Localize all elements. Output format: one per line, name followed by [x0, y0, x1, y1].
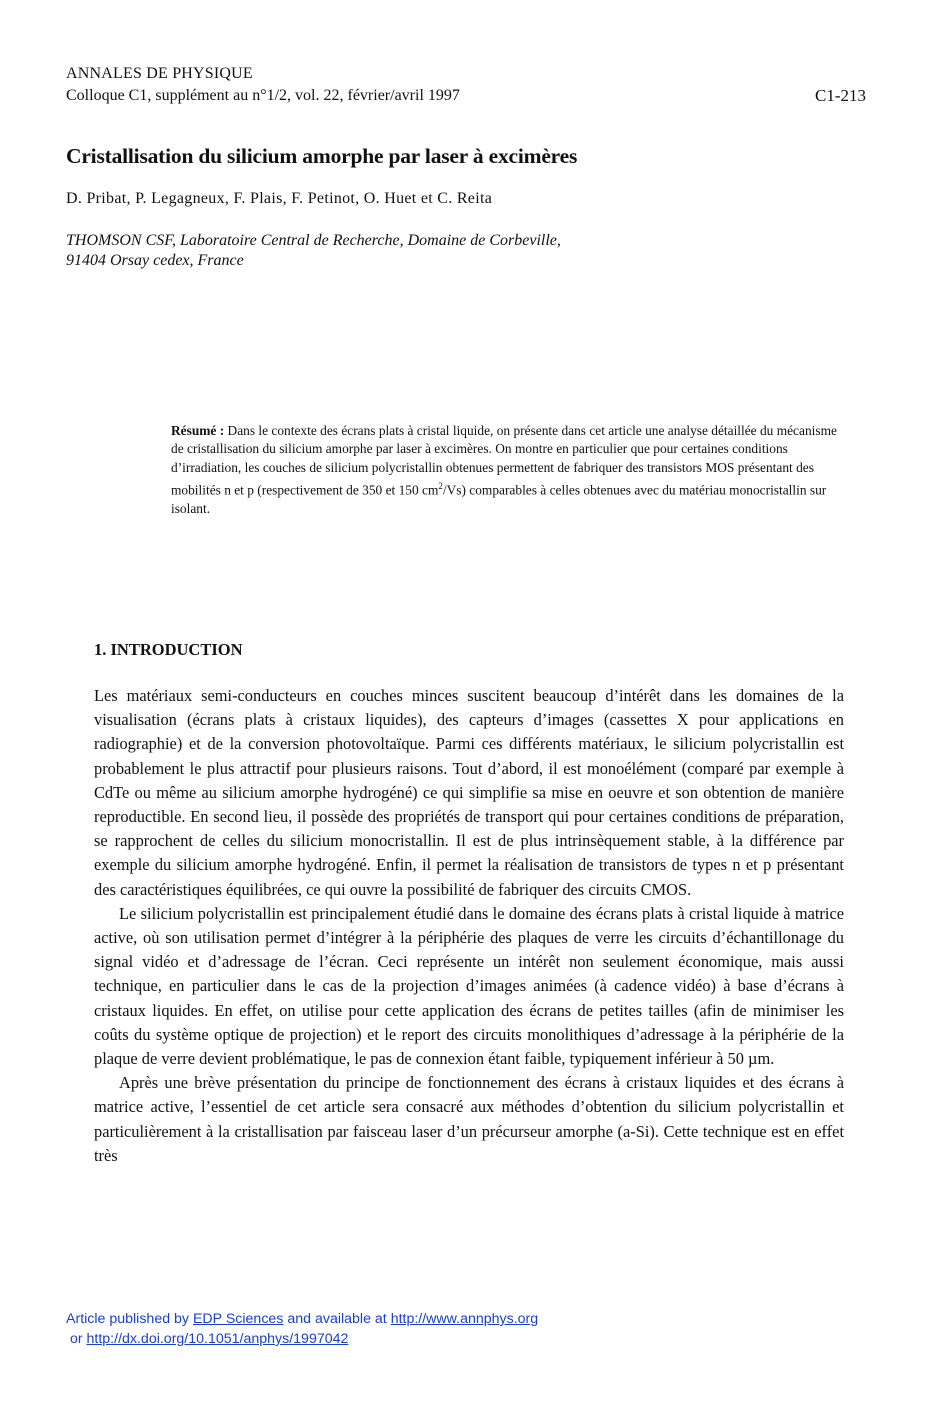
footer-text-3: or: [69, 1331, 87, 1347]
footer-line-1: [66, 1309, 538, 1329]
footer-line-2: [66, 1329, 538, 1349]
paragraph-1: Les matériaux semi-conducteurs en couches minces suscitent beaucoup d’intérêt dans les domaines de la visualisation (écrans plats à cristaux liquides), des capteurs d’images (cassettes X pour applications en radiographie) et de la conversion photovoltaïque. Parmi ces différents matériaux, le silicium polycristallin est probablement le plus attractif pour plusieurs raisons. Tout d’abord, il est monoélément (comparé par exemple à CdTe ou même au silicium amorphe hydrogéné) ce qui simplifie sa mise en oeuvre et son obtention de manière reproductible. En second lieu, il possède des propriétés de transport qui pour certaines conditions de préparation, se rapprochent de celles du silicium monocristallin. Il est de plus intrinsèquement stable, à la différence par exemple du silicium amorphe hydrogéné. Enfin, il permet la réalisation de transistors de types n et p présentant des caractéristiques équilibrées, ce qui ouvre la possibilité de fabriquer des circuits CMOS.: [94, 686, 844, 899]
abstract-superscript: 2: [438, 480, 443, 491]
paper-title: Cristallisation du silicium amorphe par laser à excimères: [66, 144, 578, 168]
colloque-row: [66, 85, 866, 107]
body-text: [94, 684, 844, 1168]
paragraph-3: Après une brève présentation du principe de fonctionnement des écrans à cristaux liquides et des écrans à matrice active, l’essentiel de cet article sera consacré aux méthodes d’obtention du silicium polycristallin et particulièrement à la cristallisation par faisceau laser d’un précurseur amorphe (a-Si). Cette technique est en effet très: [94, 1073, 844, 1165]
paragraph-2: Le silicium polycristallin est principalement étudié dans le domaine des écrans plats à cristal liquide à matrice active, où son utilisation permet d’intégrer à la périphérie des plaques de verre les circuits d’échantillonage du signal vidéo et d’adressage de l’écran. Ceci représente un intérêt non seulement économique, mais aussi technique, en particulier dans le cas de la projection d’images animées (à cadence vidéo) à base d’écrans à cristaux liquides. En effet, on utilise pour cette application des écrans de petites tailles (afin de minimiser les coûts du système optique de projection) et le report des circuits monolithiques d’adressage à la périphérie de la plaque de verre devient problématique, le pas de connexion étant faible, typiquement inférieur à 50 µm.: [94, 903, 844, 1069]
abstract-label: Résumé :: [171, 423, 225, 438]
footer-text-2: and available at: [283, 1311, 391, 1327]
annphys-link[interactable]: http://www.annphys.org: [390, 1311, 539, 1327]
edp-sciences-link[interactable]: EDP Sciences: [192, 1311, 284, 1327]
journal-header: [66, 63, 866, 107]
footer-text-1: Article published by: [66, 1311, 193, 1327]
authors: D. Pribat, P. Legagneux, F. Plais, F. Petinot, O. Huet et C. Reita: [66, 190, 493, 207]
abstract-text-before: Dans le contexte des écrans plats à cristal liquide, on présente dans cet article une analyse détaillée du mécanisme de cristallisation du silicium amorphe par laser à excimères. On montre en particulier que pour certaines conditions d’irradiation, les couches de silicium polycristallin obtenues permettent de fabriquer des transistors MOS présentant des mobilités n et p (respectivement de 350 et 150 cm: [171, 423, 837, 498]
section-heading: 1. INTRODUCTION: [94, 640, 243, 659]
doi-link[interactable]: http://dx.doi.org/10.1051/anphys/1997042: [86, 1331, 349, 1347]
affiliation-line-1: THOMSON CSF, Laboratoire Central de Recherche, Domaine de Corbeville,: [66, 232, 561, 249]
colloque-info: Colloque C1, supplément au n°1/2, vol. 22, février/avril 1997: [66, 87, 460, 104]
abstract: [171, 422, 843, 518]
affiliation-line-2: 91404 Orsay cedex, France: [66, 252, 244, 269]
journal-name: ANNALES DE PHYSIQUE: [66, 65, 253, 82]
page-number: C1-213: [815, 86, 866, 105]
publication-footer: [66, 1309, 538, 1349]
affiliation: [66, 231, 766, 271]
abstract-text-after: /Vs) comparables à celles obtenues avec du matériau monocristallin sur isolant.: [171, 482, 827, 516]
